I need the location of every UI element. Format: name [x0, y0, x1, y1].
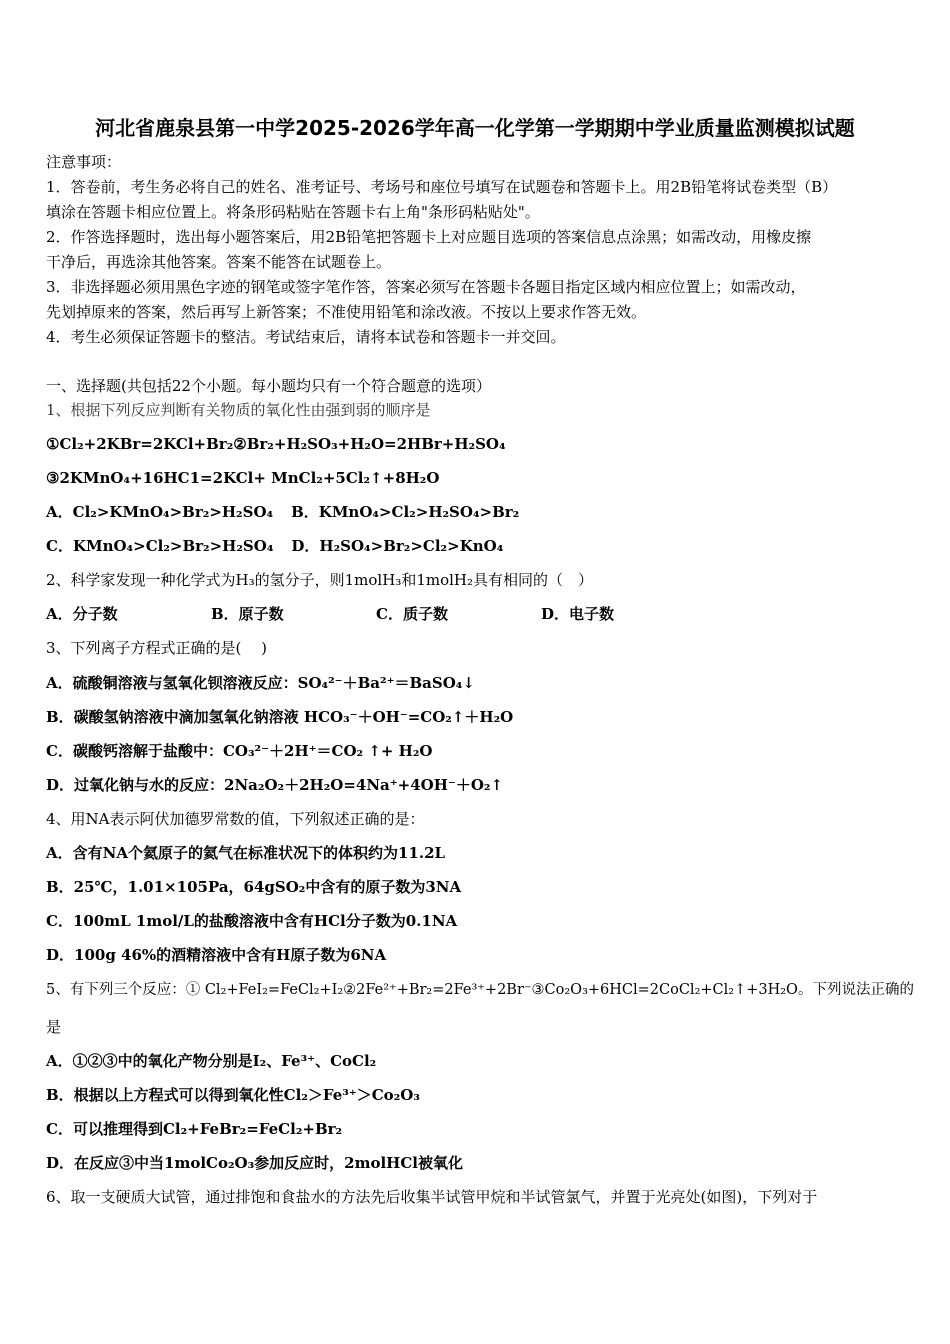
- option-b: B．原子数: [211, 605, 284, 623]
- option-c: C．质子数: [376, 605, 448, 623]
- question-5-stem-cont: 是: [46, 1018, 62, 1036]
- question-3-option-b: B．碳酸氢钠溶液中滴加氢氧化钠溶液 HCO₃⁻＋OH⁻=CO₂↑＋H₂O: [46, 708, 514, 726]
- notice-line: 先划掉原来的答案，然后再写上新答案；不准使用铅笔和涂改液。不按以上要求作答无效。: [46, 303, 647, 321]
- question-3-option-a: A．硫酸铜溶液与氢氧化钡溶液反应：SO₄²⁻＋Ba²⁺＝BaSO₄↓: [46, 674, 475, 692]
- notice-line: 干净后，再选涂其他答案。答案不能答在试题卷上。: [46, 253, 392, 271]
- page-title: 河北省鹿泉县第一中学2025-2026学年高一化学第一学期期中学业质量监测模拟试题: [95, 116, 855, 140]
- question-5-option-b: B．根据以上方程式可以得到氧化性Cl₂＞Fe³⁺＞Co₂O₃: [46, 1086, 420, 1104]
- option-a: A．Cl₂>KMnO₄>Br₂>H₂SO₄: [46, 503, 274, 521]
- notice-heading: 注意事项：: [46, 153, 122, 171]
- question-5-option-c: C．可以推理得到Cl₂+FeBr₂=FeCl₂+Br₂: [46, 1120, 343, 1138]
- question-3-stem: 3、下列离子方程式正确的是( ): [46, 639, 268, 657]
- question-2-stem: 2、科学家发现一种化学式为H₃的氢分子，则1molH₃和1molH₂具有相同的（ ）: [46, 571, 594, 589]
- question-6-stem: 6、取一支硬质大试管，通过排饱和食盐水的方法先后收集半试管甲烷和半试管氯气，并置于光亮处(如图)，下列对于: [46, 1188, 818, 1206]
- option-c: C．KMnO₄>Cl₂>Br₂>H₂SO₄: [46, 537, 274, 555]
- question-1-reaction-2: ③2KMnO₄+16HC1=2KCl+ MnCl₂+5Cl₂↑+8H₂O: [46, 469, 440, 487]
- notice-line: 2．作答选择题时，选出每小题答案后，用2B铅笔把答题卡上对应题目选项的答案信息点涂黑；如需改动，用橡皮擦: [46, 228, 812, 246]
- question-5-stem: 5、有下列三个反应：① Cl₂+FeI₂=FeCl₂+I₂②2Fe²⁺+Br₂=2Fe³⁺+2Br⁻③Co₂O₃+6HCl=2CoCl₂+Cl₂↑+3H₂O。下列说法正确的: [46, 982, 914, 998]
- option-b: B．KMnO₄>Cl₂>H₂SO₄>Br₂: [291, 503, 520, 521]
- notice-line: 1．答卷前，考生务必将自己的姓名、准考证号、考场号和座位号填写在试题卷和答题卡上。用2B铅笔将试卷类型（B）: [46, 178, 838, 196]
- question-3-option-d: D．过氧化钠与水的反应：2Na₂O₂＋2H₂O=4Na⁺+4OH⁻＋O₂↑: [46, 776, 504, 794]
- question-3-option-c: C．碳酸钙溶解于盐酸中：CO₃²⁻＋2H⁺＝CO₂ ↑+ H₂O: [46, 742, 433, 760]
- question-4-stem: 4、用NA表示阿伏加德罗常数的值，下列叙述正确的是：: [46, 810, 425, 828]
- notice-line: 4．考生必须保证答题卡的整洁。考试结束后，请将本试卷和答题卡一并交回。: [46, 328, 566, 346]
- option-d: D．电子数: [541, 605, 615, 623]
- question-4-option-b: B．25℃，1.01×105Pa，64gSO₂中含有的原子数为3NA: [46, 878, 462, 896]
- notice-line: 3．非选择题必须用黑色字迹的钢笔或签字笔作答，答案必须写在答题卡各题目指定区域内相应位置上；如需改动，: [46, 278, 806, 296]
- question-1-reaction-1: ①Cl₂+2KBr=2KCl+Br₂②Br₂+H₂SO₃+H₂O=2HBr+H₂SO₄: [46, 435, 506, 453]
- question-4-option-a: A．含有NA个氦原子的氦气在标准状况下的体积约为11.2L: [46, 844, 446, 862]
- question-1-options-cd: [46, 535, 908, 557]
- option-d: D．H₂SO₄>Br₂>Cl₂>KnO₄: [291, 537, 504, 555]
- question-5-option-a: A．①②③中的氧化产物分别是I₂、Fe³⁺、CoCl₂: [46, 1052, 377, 1070]
- question-5-option-d: D．在反应③中当1molCo₂O₃参加反应时，2molHCl被氧化: [46, 1154, 463, 1172]
- option-a: A．分子数: [46, 605, 118, 623]
- section-heading: 一、选择题(共包括22个小题。每小题均只有一个符合题意的选项）: [46, 377, 491, 395]
- question-4-option-d: D．100g 46%的酒精溶液中含有H原子数为6NA: [46, 946, 387, 964]
- question-4-option-c: C．100mL 1mol/L的盐酸溶液中含有HCl分子数为0.1NA: [46, 912, 458, 930]
- question-1-options-ab: [46, 501, 908, 523]
- notice-line: 填涂在答题卡相应位置上。将条形码粘贴在答题卡右上角"条形码粘贴处"。: [46, 203, 540, 221]
- question-1-stem: 1、根据下列反应判断有关物质的氧化性由强到弱的顺序是: [46, 401, 431, 419]
